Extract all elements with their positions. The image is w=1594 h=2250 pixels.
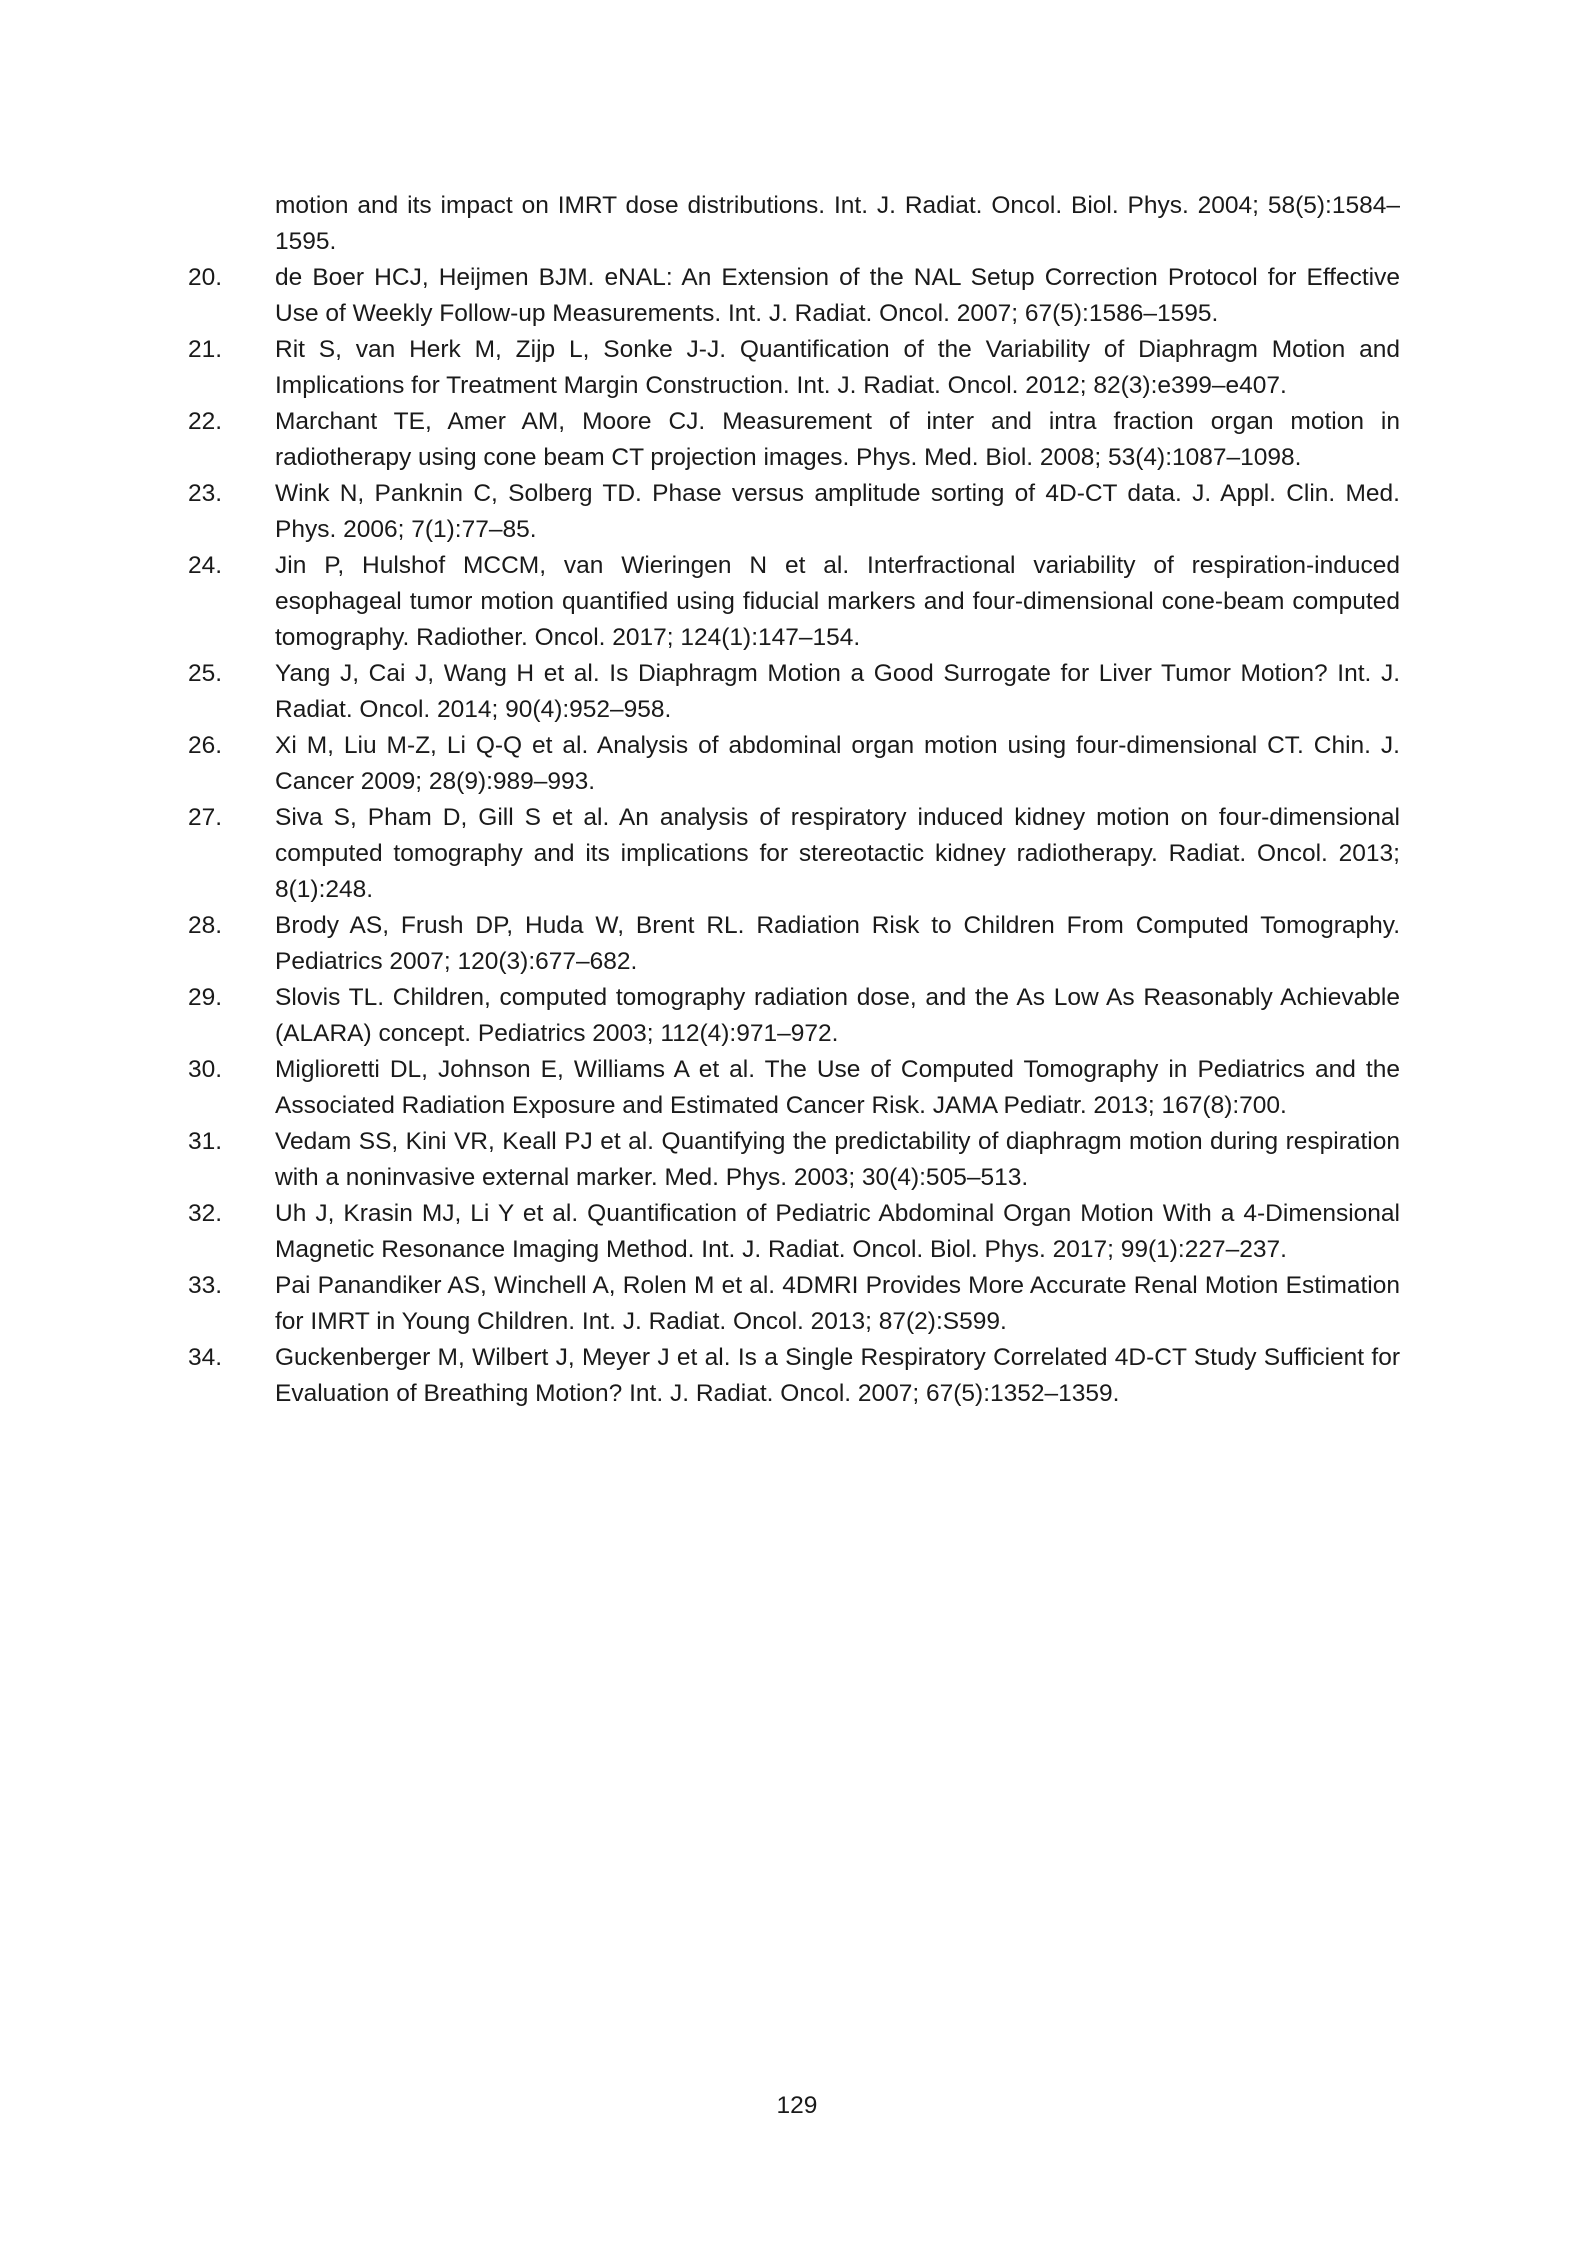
reference-entry — [188, 476, 1400, 548]
reference-entry — [188, 548, 1400, 656]
reference-number: 31. — [188, 1128, 223, 1155]
reference-entry — [188, 1196, 1400, 1268]
reference-text: de Boer HCJ, Heijmen BJM. eNAL: An Extension of the NAL Setup Correction Protocol for Effective Use of Weekly Follow-up Measurements. Int. J. Radiat. Oncol. 2007; 67(5):1586–1595. — [275, 264, 1400, 327]
reference-entry — [188, 800, 1400, 908]
reference-number: 24. — [188, 552, 223, 579]
reference-number: 26. — [188, 732, 223, 759]
reference-number: 25. — [188, 660, 223, 687]
reference-text: Guckenberger M, Wilbert J, Meyer J et al. Is a Single Respiratory Correlated 4D-CT Study Sufficient for Evaluation of Breathing Motion? Int. J. Radiat. Oncol. 2007; 67(5):1352–1359. — [275, 1344, 1400, 1407]
reference-entry — [188, 1268, 1400, 1340]
reference-text: Marchant TE, Amer AM, Moore CJ. Measurement of inter and intra fraction organ motion in radiotherapy using cone beam CT projection images. Phys. Med. Biol. 2008; 53(4):1087–1098. — [275, 408, 1400, 471]
reference-entry — [188, 656, 1400, 728]
reference-entry — [188, 1052, 1400, 1124]
page-number: 129 — [776, 2092, 818, 2119]
reference-text: Vedam SS, Kini VR, Keall PJ et al. Quantifying the predictability of diaphragm motion during respiration with a noninvasive external marker. Med. Phys. 2003; 30(4):505–513. — [275, 1128, 1400, 1191]
reference-entry — [188, 260, 1400, 332]
reference-entry — [188, 404, 1400, 476]
reference-entry — [188, 332, 1400, 404]
reference-number: 30. — [188, 1056, 223, 1083]
reference-text: Wink N, Panknin C, Solberg TD. Phase versus amplitude sorting of 4D-CT data. J. Appl. Clin. Med. Phys. 2006; 7(1):77–85. — [275, 480, 1400, 543]
reference-text: Siva S, Pham D, Gill S et al. An analysis of respiratory induced kidney motion on four-dimensional computed tomography and its implications for stereotactic kidney radiotherapy. Radiat. Oncol. 2013; 8(1):248. — [275, 804, 1400, 903]
reference-text: Brody AS, Frush DP, Huda W, Brent RL. Radiation Risk to Children From Computed Tomography. Pediatrics 2007; 120(3):677–682. — [275, 912, 1400, 975]
reference-number: 21. — [188, 336, 223, 363]
reference-text: Miglioretti DL, Johnson E, Williams A et al. The Use of Computed Tomography in Pediatrics and the Associated Radiation Exposure and Estimated Cancer Risk. JAMA Pediatr. 2013; 167(8):700. — [275, 1056, 1400, 1119]
reference-entry — [188, 728, 1400, 800]
reference-number: 27. — [188, 804, 223, 831]
reference-text: Xi M, Liu M-Z, Li Q-Q et al. Analysis of abdominal organ motion using four-dimensional CT. Chin. J. Cancer 2009; 28(9):989–993. — [275, 732, 1400, 795]
reference-entry — [188, 1340, 1400, 1412]
reference-number: 20. — [188, 264, 223, 291]
reference-text: Pai Panandiker AS, Winchell A, Rolen M et al. 4DMRI Provides More Accurate Renal Motion Estimation for IMRT in Young Children. Int. J. Radiat. Oncol. 2013; 87(2):S599. — [275, 1272, 1400, 1335]
reference-number: 29. — [188, 984, 223, 1011]
reference-continuation — [188, 188, 1400, 260]
reference-list — [188, 188, 1400, 1412]
reference-text: Rit S, van Herk M, Zijp L, Sonke J-J. Quantification of the Variability of Diaphragm Motion and Implications for Treatment Margin Construction. Int. J. Radiat. Oncol. 2012; 82(3):e399–e407. — [275, 336, 1400, 399]
reference-text: Yang J, Cai J, Wang H et al. Is Diaphragm Motion a Good Surrogate for Liver Tumor Motion? Int. J. Radiat. Oncol. 2014; 90(4):952–958. — [275, 660, 1400, 723]
reference-number: 34. — [188, 1344, 223, 1371]
reference-number: 22. — [188, 408, 223, 435]
reference-text: Slovis TL. Children, computed tomography radiation dose, and the As Low As Reasonably Achievable (ALARA) concept. Pediatrics 2003; 112(4):971–972. — [275, 984, 1400, 1047]
reference-text: Jin P, Hulshof MCCM, van Wieringen N et al. Interfractional variability of respiration-induced esophageal tumor motion quantified using fiducial markers and four-dimensional cone-beam computed tomography. Radiother. Oncol. 2017; 124(1):147–154. — [275, 552, 1400, 651]
reference-entry — [188, 980, 1400, 1052]
reference-entry — [188, 908, 1400, 980]
reference-continuation-text: motion and its impact on IMRT dose distributions. Int. J. Radiat. Oncol. Biol. Phys. 2004; 58(5):1584–1595. — [275, 192, 1400, 255]
reference-number: 32. — [188, 1200, 223, 1227]
reference-number: 23. — [188, 480, 223, 507]
reference-number: 33. — [188, 1272, 223, 1299]
reference-text: Uh J, Krasin MJ, Li Y et al. Quantification of Pediatric Abdominal Organ Motion With a 4-Dimensional Magnetic Resonance Imaging Method. Int. J. Radiat. Oncol. Biol. Phys. 2017; 99(1):227–237. — [275, 1200, 1400, 1263]
reference-items — [188, 260, 1400, 1412]
reference-number: 28. — [188, 912, 223, 939]
reference-entry — [188, 1124, 1400, 1196]
